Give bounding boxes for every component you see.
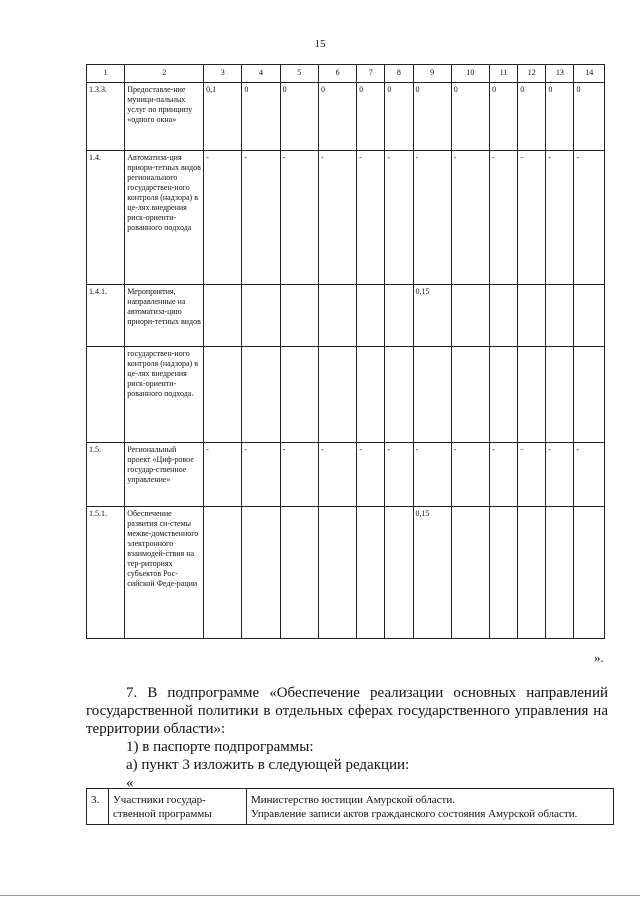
row-description: Предоставле-ние муници-пальных услуг по принципу «одного окна» — [125, 83, 204, 151]
value-cell: - — [385, 151, 413, 285]
value-cell — [413, 347, 451, 443]
column-header: 1 — [87, 65, 125, 83]
value-cell — [242, 347, 280, 443]
participants-table — [86, 788, 614, 825]
row-number: 3. — [87, 789, 109, 825]
value-cell: - — [413, 151, 451, 285]
value-cell: - — [318, 151, 356, 285]
value-cell — [546, 285, 574, 347]
value-cell — [385, 507, 413, 639]
value-cell — [280, 347, 318, 443]
value-cell: - — [490, 151, 518, 285]
value-cell — [204, 285, 242, 347]
row-number: 1.5. — [87, 443, 125, 507]
value-cell: - — [518, 151, 546, 285]
value-cell — [318, 347, 356, 443]
value-cell: - — [242, 443, 280, 507]
column-header: 9 — [413, 65, 451, 83]
column-header: 10 — [451, 65, 489, 83]
row-description: Региональный проект «Циф-ровое государ-ственное управление» — [125, 443, 204, 507]
value-cell: - — [242, 151, 280, 285]
value-cell — [357, 347, 385, 443]
column-header: 3 — [204, 65, 242, 83]
value-cell: 0 — [574, 83, 605, 151]
value-cell: 0 — [318, 83, 356, 151]
table-row — [87, 789, 614, 825]
row-number: 1.4.1. — [87, 285, 125, 347]
column-header: 14 — [574, 65, 605, 83]
column-header: 2 — [125, 65, 204, 83]
value-cell: - — [385, 443, 413, 507]
page-bottom-rule — [0, 895, 640, 896]
value-cell: - — [204, 151, 242, 285]
column-header: 6 — [318, 65, 356, 83]
row-number: 1.4. — [87, 151, 125, 285]
column-header: 4 — [242, 65, 280, 83]
value-cell — [451, 507, 489, 639]
value-cell — [357, 285, 385, 347]
value-cell — [574, 285, 605, 347]
value-cell — [204, 347, 242, 443]
participant-2: Управление записи актов гражданского состояния Амурской области. — [251, 808, 578, 820]
value-cell: - — [546, 443, 574, 507]
column-header: 5 — [280, 65, 318, 83]
value-cell — [451, 285, 489, 347]
value-cell: 0 — [490, 83, 518, 151]
value-cell: - — [413, 443, 451, 507]
value-cell: - — [280, 443, 318, 507]
row-description: Обеспечение развития си-стемы межве-домственного электронного взаимодей-ствия на тер-риториях субъектов Рос-сийской Феде-рации — [125, 507, 204, 639]
value-cell: - — [280, 151, 318, 285]
table-header-row — [87, 65, 605, 83]
value-cell: - — [546, 151, 574, 285]
row-number: 1.5.1. — [87, 507, 125, 639]
value-cell: 0 — [413, 83, 451, 151]
value-cell: 0 — [280, 83, 318, 151]
value-cell — [518, 285, 546, 347]
value-cell — [242, 507, 280, 639]
table-row — [87, 83, 605, 151]
paragraph-item-7: 7. В подпрограмме «Обеспечение реализации основных направлений государственной политики в отдельных сферах государственного управления на территории области»: — [86, 685, 608, 737]
value-cell — [451, 347, 489, 443]
row-value — [247, 789, 614, 825]
value-cell — [318, 285, 356, 347]
paragraph-subitem-1: 1) в паспорте подпрограммы: — [126, 739, 314, 755]
row-description: Автоматиза-ция приори-тетных видов регионального государствен-ного контроля (надзора) в це-лях внедрения риск-ориенти-рованного подхода — [125, 151, 204, 285]
paragraph-subitem-a: а) пункт 3 изложить в следующей редакции: — [126, 757, 410, 773]
value-cell — [280, 507, 318, 639]
value-cell: 0 — [451, 83, 489, 151]
table-row — [87, 507, 605, 639]
value-cell: - — [518, 443, 546, 507]
value-cell: 0 — [518, 83, 546, 151]
value-cell: 0 — [357, 83, 385, 151]
column-header: 13 — [546, 65, 574, 83]
value-cell — [204, 507, 242, 639]
value-cell — [490, 347, 518, 443]
value-cell: - — [451, 151, 489, 285]
column-header: 8 — [385, 65, 413, 83]
value-cell — [490, 507, 518, 639]
table-row — [87, 151, 605, 285]
value-cell — [385, 285, 413, 347]
table-row — [87, 347, 605, 443]
value-cell — [518, 507, 546, 639]
row-description: Мероприятия, направленные на автоматиза-цию приори-тетных видов — [125, 285, 204, 347]
value-cell: - — [574, 151, 605, 285]
value-cell — [574, 507, 605, 639]
row-number: 1.3.3. — [87, 83, 125, 151]
value-cell: 0,1 — [204, 83, 242, 151]
column-header: 11 — [490, 65, 518, 83]
value-cell: - — [490, 443, 518, 507]
row-label: Участники государ-ственной программы — [109, 789, 247, 825]
table-row — [87, 443, 605, 507]
value-cell — [546, 507, 574, 639]
value-cell: - — [318, 443, 356, 507]
value-cell — [518, 347, 546, 443]
value-cell: 0 — [242, 83, 280, 151]
value-cell: - — [357, 443, 385, 507]
indicators-table — [86, 64, 605, 639]
value-cell: - — [204, 443, 242, 507]
closing-quote: ». — [594, 650, 604, 665]
participant-1: Министерство юстиции Амурской области. — [251, 794, 456, 806]
row-number — [87, 347, 125, 443]
value-cell: 0,15 — [413, 507, 451, 639]
column-header: 7 — [357, 65, 385, 83]
page-number: 15 — [314, 38, 326, 50]
value-cell — [574, 347, 605, 443]
value-cell — [357, 507, 385, 639]
value-cell — [242, 285, 280, 347]
column-header: 12 — [518, 65, 546, 83]
value-cell — [546, 347, 574, 443]
value-cell: 0 — [546, 83, 574, 151]
value-cell — [318, 507, 356, 639]
opening-quote: « — [126, 775, 134, 791]
value-cell — [280, 285, 318, 347]
value-cell: - — [357, 151, 385, 285]
row-description: государствен-ного контроля (надзора) в це-лях внедрения риск-ориенти-рованного подхода. — [125, 347, 204, 443]
value-cell — [385, 347, 413, 443]
value-cell: - — [451, 443, 489, 507]
table-row — [87, 285, 605, 347]
value-cell — [490, 285, 518, 347]
value-cell: - — [574, 443, 605, 507]
value-cell: 0 — [385, 83, 413, 151]
value-cell: 0,15 — [413, 285, 451, 347]
